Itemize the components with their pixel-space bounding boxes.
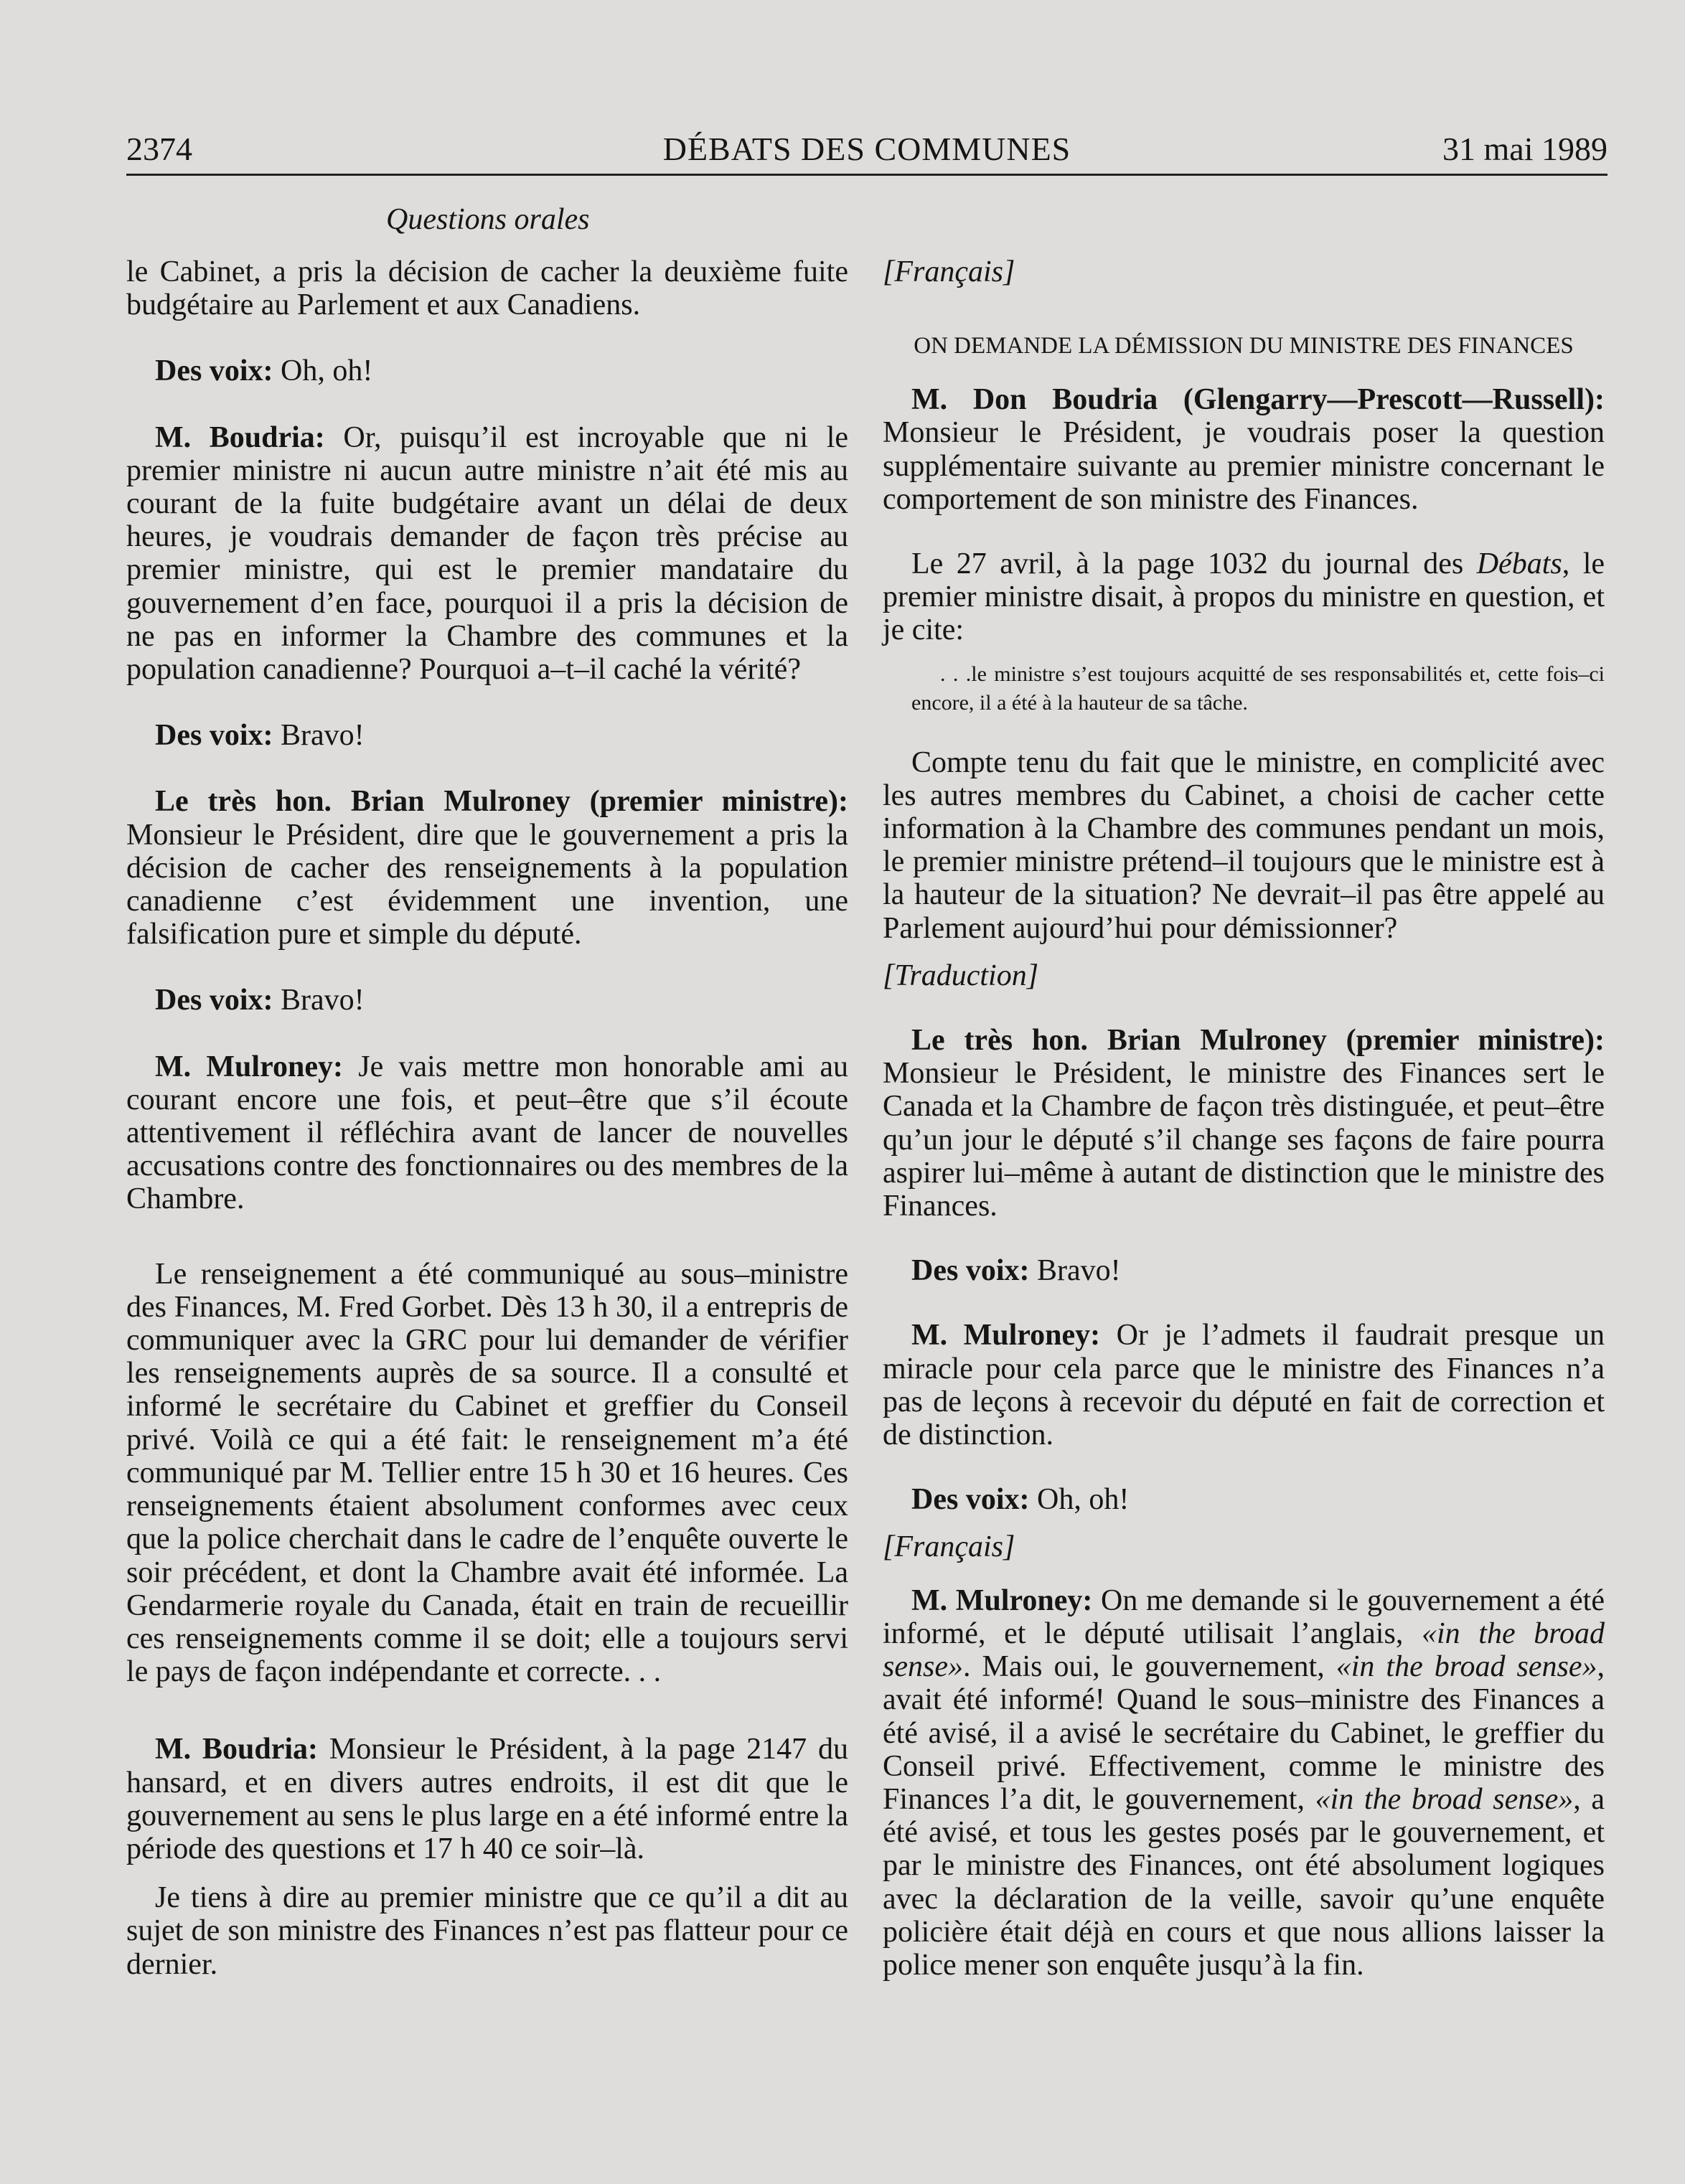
paragraph bbox=[883, 1584, 1605, 1982]
english-phrase: «in the broad sense» bbox=[1336, 1650, 1597, 1684]
speaker-name: Des voix: bbox=[155, 354, 273, 388]
english-phrase: «in the broad sense» bbox=[1315, 1782, 1574, 1816]
speaker-name: M. Don Boudria (Glengarry—Prescott—Russell): bbox=[911, 383, 1605, 417]
paragraph: Compte tenu du fait que le ministre, en complicité avec les autres membres du Cabinet, a choisi de cacher cette information à la Chambre des communes pendant un mois, le premier ministre prétend–il toujours que le ministre est à la hauteur de la situation? Ne devrait–il pas être appelé au Parlement aujourd’hui pour démissionner? bbox=[883, 745, 1605, 945]
page-number: 2374 bbox=[126, 131, 192, 167]
speech-text: Or, puisqu’il est incroyable que ni le premier ministre ni aucun autre ministre n’ait été mis au courant de la fuite budgétaire avant un délai de deux heures, je voudrais demander de façon très précise au premier ministre, qui est le premier mandataire du gouvernement d’en face, pourquoi il a pris la décision de ne pas en informer la Chambre des communes et la population canadienne? Pourquoi a–t–il caché la vérité? bbox=[126, 420, 849, 687]
speech-text: . Mais oui, le gouvernement, bbox=[962, 1650, 1336, 1684]
speech-text: , a été avisé, et tous les gestes posés par le gouvernement, et par le ministre des Finances, ont été absolument logiques avec la déclaration de la veille, savoir qu’une enquête policière était déjà en cours et que nous allions laisser la police mener son enquête jusqu’à la fin. bbox=[883, 1782, 1605, 1982]
publication-date: 31 mai 1989 bbox=[1442, 131, 1607, 167]
speaker-name: M. Mulroney: bbox=[911, 1583, 1093, 1617]
paragraph bbox=[126, 984, 848, 1017]
speech-text: Monsieur le Président, dire que le gouvernement a pris la décision de cacher des renseignements à la population canadienne c’est évidemment une invention, une falsification pure et simple du député. bbox=[126, 818, 848, 951]
speaker-name: Des voix: bbox=[911, 1254, 1030, 1288]
speech-text: , le premier ministre disait, à propos du ministre en question, et je cite: bbox=[883, 547, 1605, 647]
publication-title: DÉBATS DES COMMUNES bbox=[662, 131, 1071, 167]
speaker-name: Le très hon. Brian Mulroney (premier ministre): bbox=[911, 1024, 1605, 1058]
speech-text: Monsieur le Président, le ministre des Finances sert le Canada et la Chambre de façon très distinguée, et peut–être qu’un jour le député s’il change ses façons de faire pourra aspirer lui–même à autant de distinction que le ministre des Finances. bbox=[883, 1057, 1605, 1223]
speaker-name: M. Mulroney: bbox=[911, 1319, 1101, 1352]
left-column bbox=[126, 255, 848, 1981]
speaker-name: M. Boudria: bbox=[155, 420, 325, 454]
paragraph bbox=[126, 785, 848, 951]
speech-text: Bravo! bbox=[273, 984, 365, 1017]
paragraph bbox=[883, 1319, 1605, 1451]
speech-text: Monsieur le Président, à la page 2147 du hansard, et en divers autres endroits, il est dit que le gouvernement au sens le plus large en a été informé entre la période des questions et 17 h 40 ce soir–là. bbox=[126, 1733, 849, 1865]
paragraph bbox=[883, 1024, 1605, 1223]
speaker-name: Des voix: bbox=[155, 719, 273, 753]
speech-text: Monsieur le Président, je voudrais poser la question supplémentaire suivante au premier ministre concernant le comportement de son ministre des Finances. bbox=[883, 416, 1605, 516]
english-phrase: «in the broad sense» bbox=[883, 1616, 1605, 1684]
paragraph: Le renseignement a été communiqué au sous–ministre des Finances, M. Fred Gorbet. Dès 13 h 30, il a entrepris de communiquer avec la GRC pour lui demander de vérifier les renseignements auprès de sa source. Il a consulté et informé le secrétaire du Cabinet et greffier du Conseil privé. Voilà ce qui a été fait: le renseignement m’a été communiqué par M. Tellier entre 15 h 30 et 16 heures. Ces renseignements étaient absolument conformes avec ceux que la police cherchait dans le cadre de l’enquête ouverte le soir précédent, et dont la Chambre avait été informée. La Gendarmerie royale du Canada, était en train de recueillir ces renseignements comme il se doit; elle a toujours servi le pays de façon indépendante et correcte. . . bbox=[126, 1257, 848, 1689]
section-title: Questions orales bbox=[386, 203, 590, 236]
paragraph bbox=[126, 1733, 848, 1865]
speaker-name: Le très hon. Brian Mulroney (premier ministre): bbox=[155, 785, 848, 819]
speaker-name: M. Mulroney: bbox=[155, 1050, 343, 1083]
speech-text: Or je l’admets il faudrait presque un miracle pour cela parce que le ministre des Finances n’a pas de leçons à recevoir du député en fait de correction et de distinction. bbox=[883, 1319, 1605, 1452]
paragraph bbox=[883, 1254, 1605, 1287]
section-heading: ON DEMANDE LA DÉMISSION DU MINISTRE DES FINANCES bbox=[914, 333, 1574, 359]
speech-text: Bravo! bbox=[1029, 1254, 1121, 1288]
block-quote: . . .le ministre s’est toujours acquitté de ses responsabilités et, cette fois–ci encore, il a été à la hauteur de sa tâche. bbox=[911, 662, 1605, 715]
paragraph bbox=[126, 354, 848, 387]
speech-text: , avait été informé! Quand le sous–ministre des Finances a été avisé, il a avisé le secrétaire du Cabinet, le greffier du Conseil privé. Effectivement, comme le ministre des Finances l’a dit, le gouvernement, bbox=[883, 1650, 1605, 1816]
right-column bbox=[883, 255, 1605, 1982]
paragraph bbox=[883, 383, 1605, 516]
speech-text: Le 27 avril, à la page 1032 du journal des bbox=[911, 547, 1477, 581]
paragraph bbox=[126, 719, 848, 752]
paragraph bbox=[883, 1483, 1605, 1516]
speaker-name: M. Boudria: bbox=[155, 1733, 319, 1766]
speaker-name: Des voix: bbox=[911, 1483, 1030, 1517]
paragraph: Je tiens à dire au premier ministre que ce qu’il a dit au sujet de son ministre des Finances n’est pas flatteur pour ce dernier. bbox=[126, 1881, 848, 1981]
page-header bbox=[126, 128, 1607, 176]
speech-text: Oh, oh! bbox=[1029, 1483, 1130, 1517]
speech-text: Je vais mettre mon honorable ami au courant encore une fois, et peut–être que s’il écoute attentivement il réfléchira avant de lancer de nouvelles accusations contre des fonctionnaires ou des membres de la Chambre. bbox=[126, 1050, 848, 1216]
speech-text: Bravo! bbox=[273, 719, 365, 753]
paragraph bbox=[883, 547, 1605, 647]
language-tag: [Français] bbox=[883, 255, 1015, 288]
speaker-name: Des voix: bbox=[155, 984, 273, 1017]
paragraph bbox=[126, 1050, 848, 1216]
speech-text: On me demande si le gouvernement a été informé, et le député utilisait l’anglais, bbox=[883, 1583, 1605, 1650]
paragraph bbox=[126, 421, 848, 687]
language-tag: [Français] bbox=[883, 1530, 1015, 1564]
journal-name: Débats bbox=[1476, 547, 1562, 581]
language-tag: [Traduction] bbox=[883, 959, 1039, 992]
paragraph: le Cabinet, a pris la décision de cacher la deuxième fuite budgétaire au Parlement et aux Canadiens. bbox=[126, 255, 848, 322]
speech-text: Oh, oh! bbox=[273, 354, 373, 388]
